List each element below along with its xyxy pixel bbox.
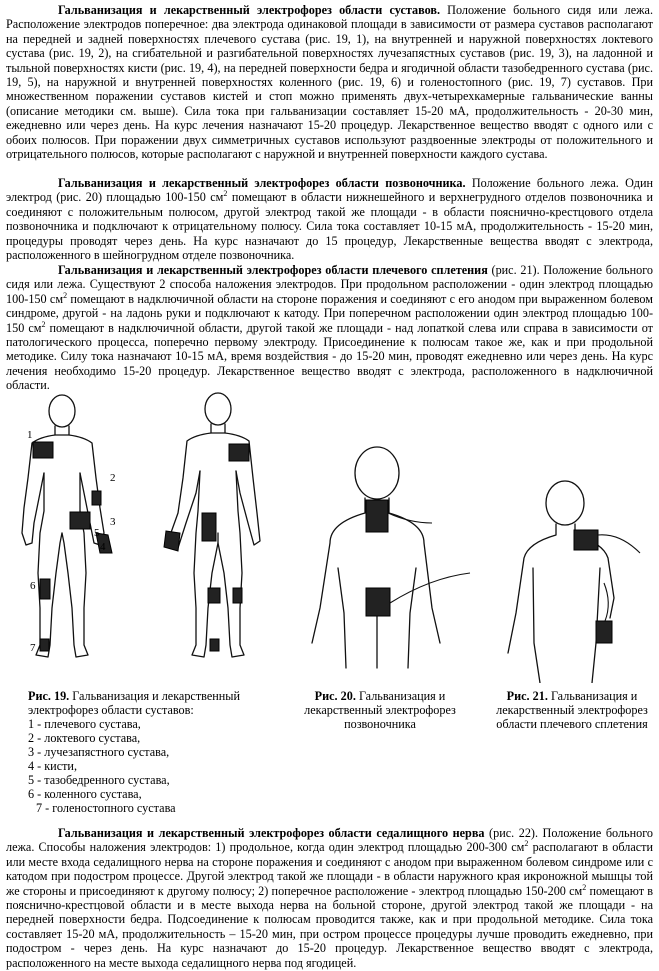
text-spine-b: помещают в области нижнешейного и верхнегрудного отделов позвоночника и соединяют с положительным полюсом, другой электрод такой же площади - в области пояснично-крестцового отдела позвоночника и подключают к отрицательному полюсу. Сила тока составляет 10-15 мА, продолжительность - 15-20 мин, процедуры проводят через день. На курс назначают до 15 процедур, Лекарственные вещества вводят с электрода, расположенного в шейногрудном отделе позвоночника. <box>6 190 653 263</box>
caption-figure-19 <box>28 689 258 815</box>
figures-area <box>0 383 659 815</box>
text-plexus-c: помещают в надключичной области, другой такой же площади - над лопаткой слева или справа в зависимости от патологического процесса, поперечно первому электроду. Присоединение к полюсам такое же, как и при продольной методике. Силу тока назначают 10-15 мА, время воздействия - до 15-20 мин, проводят ежедневно или через день. На курс лечения необходимо 15-20 процедур. Лекарственное вещество вводят с электрода, расположенного в надключичной области. <box>6 320 653 393</box>
caption-20-number: Рис. 20. <box>314 689 356 703</box>
text-plexus-a: (рис. 21). Положение больного сидя или лежа. Существуют 2 способа наложения электродов. При продольном расположении - один электрод площадью 100-150 см <box>6 263 653 306</box>
caption-20-text: Гальванизация и лекарственный электрофорез позвоночника <box>304 689 456 731</box>
paragraph-spine <box>6 176 653 262</box>
label-3: 3 <box>110 516 116 528</box>
caption-19-item: 4 - кисти, <box>28 759 77 773</box>
figures-illustration <box>0 383 659 683</box>
caption-19-item: 6 - коленного сустава, <box>28 787 142 801</box>
figure-20-back-torso <box>312 447 470 668</box>
superscript: 2 <box>524 839 529 849</box>
superscript: 2 <box>582 882 587 892</box>
superscript: 2 <box>41 319 46 329</box>
caption-19-item: 3 - лучезапястного сустава, <box>28 745 170 759</box>
caption-figure-20 <box>300 689 460 731</box>
text-sciatic-c: помещают в пояснично-крестцовой области и в месте выхода нерва на больной стороне, другой электрод такой же площади - на передней поверхности бедра. Подсоединение к полюсам проводится также, как и при продольной методике. Сила тока составляет 15-20 мА, продолжительность – 15-20 мин, при остром процессе процедуры лучше проводить ежедневно, при подостром - через день. На курс назначают до 15-20 процедур. Лекарственное вещество вводят с электрода, расположенного на месте выхода седалищного нерва под ягодицей. <box>6 883 653 970</box>
caption-19-number: Рис. 19. <box>28 689 70 703</box>
paragraph-joints <box>6 3 653 161</box>
caption-19-item: 2 - локтевого сустава, <box>28 731 141 745</box>
label-4: 4 <box>100 541 106 553</box>
superscript: 2 <box>223 189 228 199</box>
paragraph-brachial-plexus <box>6 263 653 393</box>
label-2: 2 <box>110 472 116 484</box>
caption-19-text: Гальванизация и лекарственный электрофорез области суставов: <box>28 689 241 717</box>
caption-19-item: 1 - плечевого сустава, <box>28 717 141 731</box>
heading-spine: Гальванизация и лекарственный электрофорез области позвоночника. <box>58 176 466 190</box>
text-sciatic-b: располагают в области или месте входа седалищного нерва на стороне поражения и соединяют с анодом при выраженном болевом синдроме или с катодом при подостром процессе. Другой электрод такой же площади - в области наружного края икроножной мышцы той же стороны и присоединяют к другому полюсу; 2) поперечное расположение - электрод площадью 150-200 см <box>6 840 653 898</box>
figure-19-back-body <box>164 393 260 657</box>
caption-19-item: 5 - тазобедренного сустава, <box>28 773 170 787</box>
heading-joints: Гальванизация и лекарственный электрофорез области суставов. <box>58 3 441 17</box>
text-spine-a: Положение больного лежа. Один электрод (рис. 20) площадью 100-150 см <box>6 176 653 205</box>
caption-21-number: Рис. 21. <box>506 689 548 703</box>
label-6: 6 <box>30 580 36 592</box>
paragraph-sciatic-nerve <box>6 826 653 970</box>
text-sciatic-a: (рис. 22). Положение больного лежа. Способы наложения электродов: 1) продольное, когда один электрод площадью 200-300 см <box>6 826 653 855</box>
caption-19-item: 7 - голеностопного сустава <box>36 801 176 815</box>
heading-brachial-plexus: Гальванизация и лекарственный электрофорез области плечевого сплетения <box>58 263 488 277</box>
caption-21-text: Гальванизация и лекарственный электрофорез области плечевого сплетения <box>496 689 648 731</box>
figure-21-front-body <box>508 481 640 683</box>
label-1: 1 <box>27 429 33 441</box>
label-5: 5 <box>94 527 100 539</box>
figure-19-front-body <box>22 395 112 657</box>
caption-figure-21 <box>488 689 656 731</box>
text-joints: Положение больного сидя или лежа. Расположение электродов поперечное: два электрода одинаковой площади в зависимости от размера суставов располагают на передней и задней поверхностях плечевого сустава (рис. 19, 1), на внутренней и наружной поверхностях локтевого сустава (рис. 19, 2), на сгибательной и разгибательной поверхностях лучезапястных суставов (рис. 19, 3), на ладонной и тыльной поверхностях кисти (рис. 19, 4), на передней поверхности бедра и ягодичной области тазобедренного сустава (рис. 19, 5), на наружной и внутренней поверхностях коленного (рис. 19, 6) и голеностопного (рис. 19, 7) суставов. При множественном поражении суставов кистей и стоп можно применять двух-четырехкамерные гальванические ванны (описание методики см. выше). Сила тока при гальванизации составляет 15-20 мА, продолжительность - 20-30 мин, ежедневно или через день. На курс лечения назначают 15-20 процедур. Лекарственное вещество вводят с одного или с обоих полюсов. При поражении двух симметричных суставов используют раздвоенные электроды от положительного и отрицательного полюсов, которые располагают с наружной и внутренней поверхности каждого сустава. <box>6 3 654 162</box>
heading-sciatic-nerve: Гальванизация и лекарственный электрофорез области седалищного нерва <box>58 826 485 840</box>
label-7: 7 <box>30 642 36 654</box>
text-plexus-b: помещают в надключичной области на стороне поражения и соединяют с его анодом при выраженном болевом синдроме, другой - на ладонь руки и подключают к катоду. При поперечном расположении один электрод площадью 100-150 см <box>6 291 653 335</box>
superscript: 2 <box>63 290 68 300</box>
